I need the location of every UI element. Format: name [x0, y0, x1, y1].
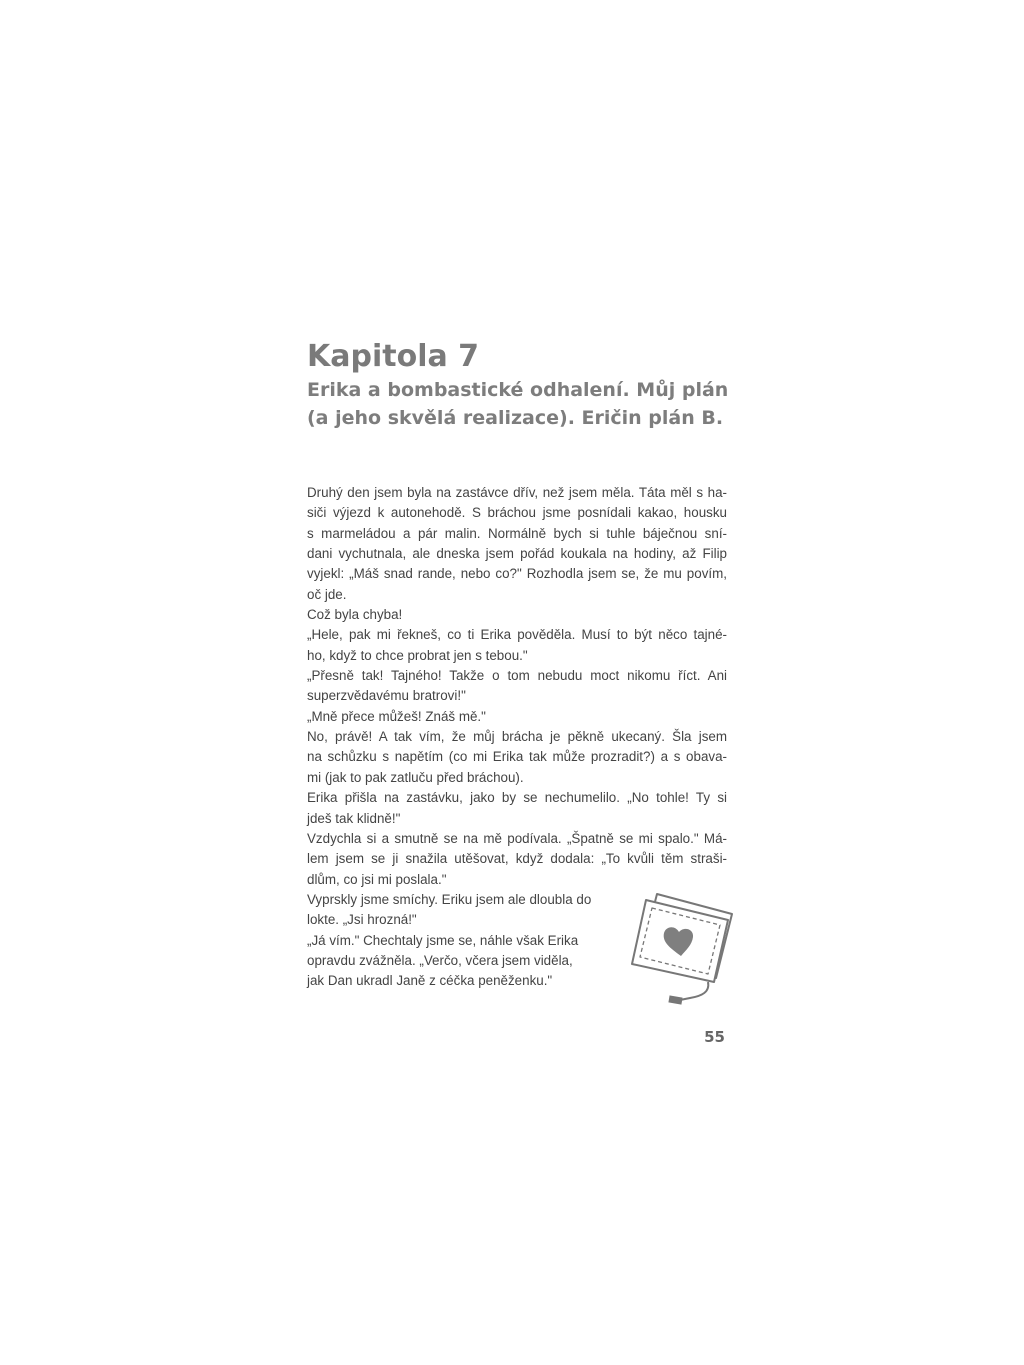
- body-line: vyjekl: „Máš snad rande, nebo co?" Rozhodla jsem se, že mu povím,: [307, 566, 727, 582]
- heart-wallet-icon: [624, 886, 740, 1010]
- body-line: Erika přišla na zastávku, jako by se nechumelilo. „No tohle! Ty si: [307, 790, 727, 806]
- body-line: jdeš tak klidně!": [307, 810, 401, 826]
- chapter-subtitle-line: Erika a bombastické odhalení. Můj plán: [307, 379, 729, 401]
- body-line: „Mně přece můžeš! Znáš mě.": [307, 708, 486, 724]
- chapter-subtitle-line: (a jeho skvělá realizace). Eričin plán B.: [307, 407, 724, 429]
- body-line: Což byla chyba!: [307, 607, 403, 623]
- chapter-heading: [307, 338, 737, 432]
- body-line: „Já vím." Chechtaly jsme se, náhle však Erika: [307, 932, 579, 948]
- body-line: dlům, co jsi mi poslala.": [307, 871, 447, 887]
- body-line: Druhý den jsem byla na zastávce dřív, než jsem měla. Táta měl s ha-: [307, 485, 727, 500]
- body-line: oč jde.: [307, 586, 347, 602]
- body-line: ho, když to chce probrat jen s tebou.": [307, 647, 528, 663]
- body-line: „Přesně tak! Tajného! Takže o tom nebudu moct nikomu říct. Ani: [307, 668, 727, 684]
- chapter-title: Kapitola 7: [307, 339, 480, 374]
- body-line: lokte. „Jsi hrozná!": [307, 912, 417, 928]
- body-line: siči výjezd k autonehodě. S bráchou jsme posnídali kakao, housku: [307, 505, 727, 521]
- heart-wallet-drawing: [624, 886, 740, 1010]
- body-line: Vyprskly jsme smíchy. Eriku jsem ale dloubla do: [307, 891, 592, 907]
- body-line: lem jsem se ji snažila utěšovat, když dodala: „To kvůli těm straši-: [307, 851, 727, 867]
- wallet-tassel: [669, 996, 682, 1004]
- body-line: superzvědavému bratrovi!": [307, 688, 466, 704]
- body-line: Vzdychla si a smutně se na mě podívala. „Špatně se mi spalo." Má-: [307, 830, 727, 846]
- body-line: s marmeládou a pár malin. Normálně bych si tuhle báječnou sní-: [307, 525, 727, 541]
- body-line: jak Dan ukradl Janě z céčka peněženku.": [307, 973, 553, 989]
- page-number: 55: [704, 1028, 725, 1046]
- body-line: „Hele, pak mi řekneš, co ti Erika pověděla. Musí to být něco tajné-: [307, 627, 727, 643]
- body-line: dani vychutnala, ale dneska jsem pořád koukala na hodiny, až Filip: [307, 546, 727, 562]
- body-line: na schůzku s napětím (co mi Erika tak může prozradit?) a s obava-: [307, 749, 727, 765]
- chapter-subtitle: [307, 376, 737, 432]
- wallet-cord: [680, 982, 708, 1000]
- body-line: No, právě! A tak vím, že můj brácha je pěkně ukecaný. Šla jsem: [307, 729, 727, 745]
- body-line: opravdu zvážněla. „Verčo, včera jsem viděla,: [307, 952, 573, 968]
- body-line: mi (jak to pak zatluču před bráchou).: [307, 769, 524, 785]
